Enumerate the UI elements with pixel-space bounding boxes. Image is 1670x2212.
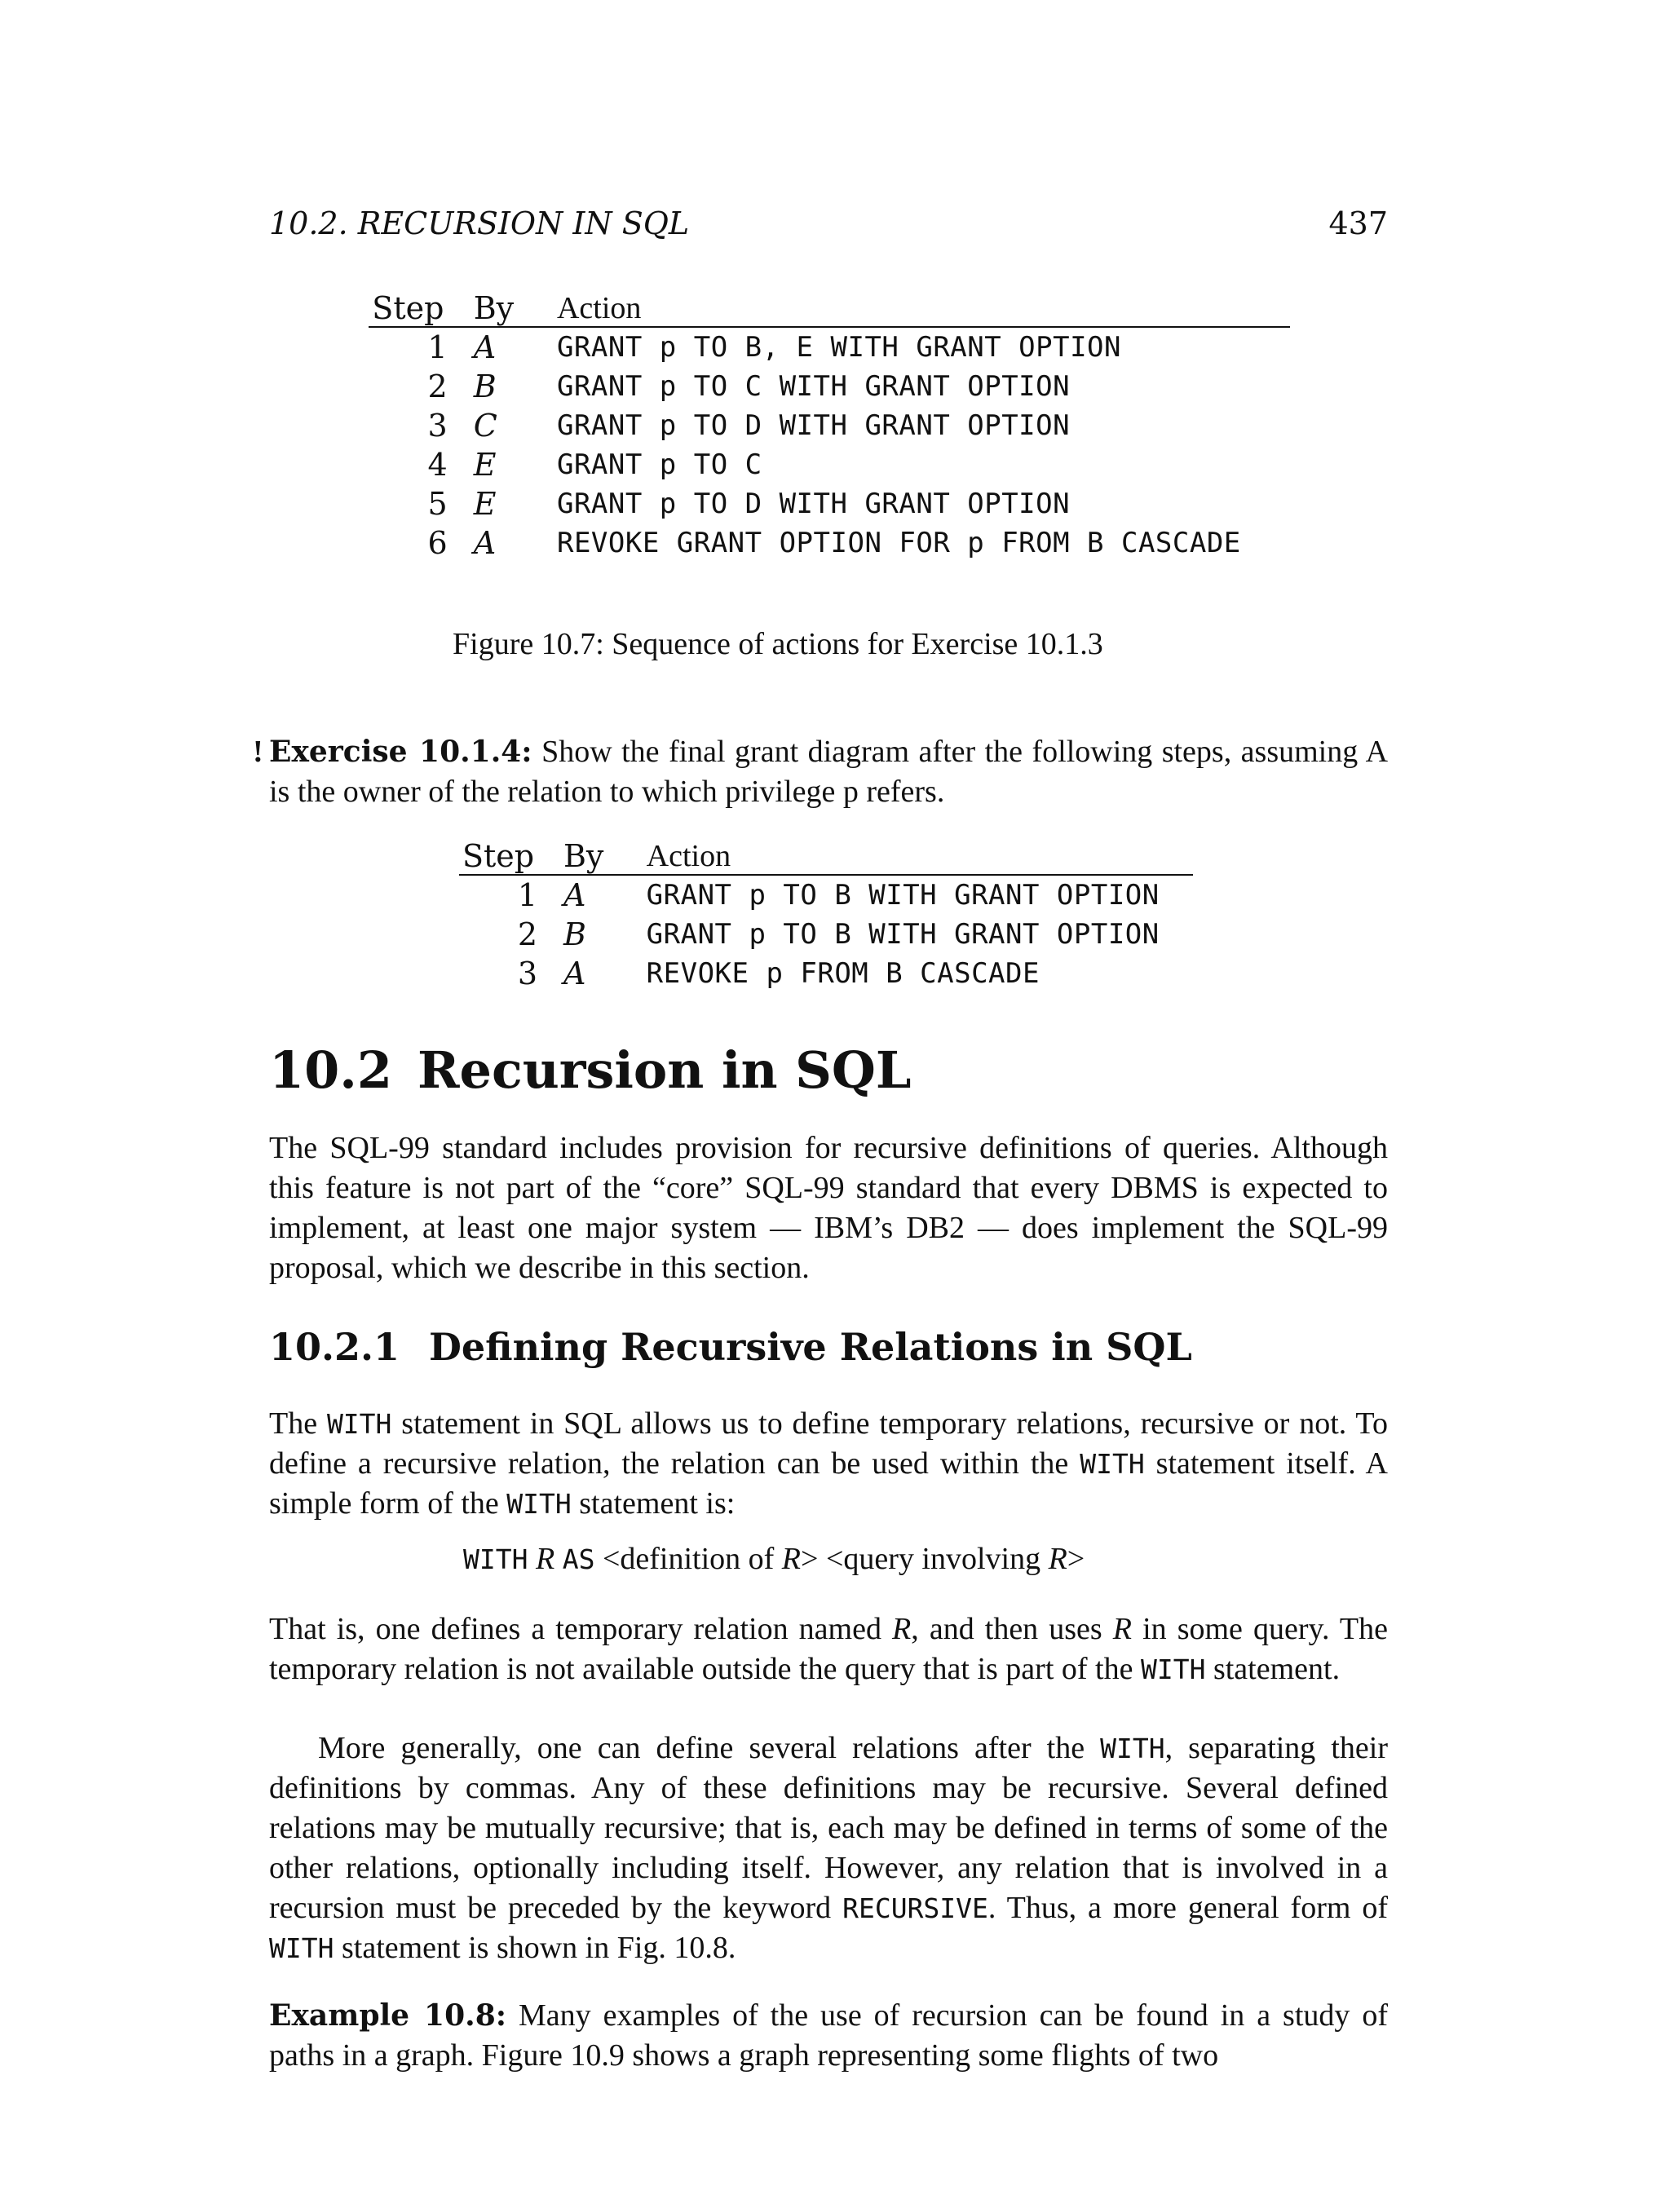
table-header-row xyxy=(369,287,1290,327)
text-run: in some query. The temporary relation is not available outside the query that is part of the xyxy=(269,1612,1389,1686)
header-action: Action xyxy=(557,287,1290,327)
header-by: By xyxy=(474,287,557,327)
relation-symbol: R xyxy=(535,1542,555,1576)
table-row xyxy=(369,327,1290,367)
text-run: statement is shown in Fig. 10.8. xyxy=(334,1931,736,1965)
table-row xyxy=(369,523,1290,563)
cell-step: 1 xyxy=(517,877,537,913)
cell-by: B xyxy=(473,369,497,404)
exercise-actions-table xyxy=(459,835,1193,993)
relation-symbol: R xyxy=(1048,1542,1067,1576)
cell-by: C xyxy=(473,408,497,444)
with-statement-form xyxy=(463,1541,1085,1577)
code-keyword: WITH xyxy=(269,1932,334,1964)
text-run: . Thus, a more general form of xyxy=(987,1891,1388,1925)
cell-action: GRANT p TO B WITH GRANT OPTION xyxy=(646,918,1160,951)
header-step: Step xyxy=(459,835,563,875)
subsection-number: 10.2.1 xyxy=(269,1325,400,1369)
header-step: Step xyxy=(369,287,474,327)
section-title: Recursion in SQL xyxy=(418,1040,912,1100)
figure-caption: Figure 10.7: Sequence of actions for Exercise 10.1.3 xyxy=(453,627,1103,661)
code-keyword: WITH xyxy=(1080,1448,1145,1480)
cell-action: GRANT p TO D WITH GRANT OPTION xyxy=(556,488,1071,520)
cell-step: 6 xyxy=(427,525,448,561)
section-number: 10.2 xyxy=(269,1040,393,1100)
cell-by: A xyxy=(563,877,586,913)
cell-step: 3 xyxy=(517,956,537,991)
cell-step: 4 xyxy=(427,447,448,483)
text-run: > <query involving xyxy=(801,1542,1049,1576)
text-run: statement in SQL allows us to define temporary relations, recursive or not. To define a recursive relation, the relation can be used within the xyxy=(269,1406,1388,1481)
section-heading xyxy=(269,1040,912,1100)
text-run: That is, one defines a temporary relation named xyxy=(269,1612,893,1646)
code-keyword: RECURSIVE xyxy=(842,1892,988,1924)
header-by: By xyxy=(563,835,647,875)
text-run: , separating their definitions by commas. Any of these definitions may be recursive. Several defined relations may be mutually recursive; that is, each may be defined in terms of some of the other relations, optionally including itself. However, any relation that is involved in a recursion must be preceded by the keyword xyxy=(269,1731,1388,1925)
table-row xyxy=(369,367,1290,406)
cell-by: A xyxy=(473,329,497,365)
text-run: > xyxy=(1067,1542,1085,1576)
cell-action: GRANT p TO B, E WITH GRANT OPTION xyxy=(556,331,1121,364)
code-keyword: AS xyxy=(562,1543,595,1575)
cell-by: B xyxy=(563,916,586,952)
difficulty-marker: ! xyxy=(253,735,263,769)
cell-by: A xyxy=(473,525,497,561)
text-run: , and then uses xyxy=(911,1612,1113,1646)
text-run: statement is: xyxy=(571,1486,736,1521)
cell-step: 3 xyxy=(427,408,448,444)
table-row xyxy=(459,915,1193,954)
cell-step: 5 xyxy=(427,486,448,522)
table-row xyxy=(459,954,1193,993)
table-row xyxy=(369,445,1290,484)
with-intro-paragraph xyxy=(269,1404,1388,1524)
exercise-label: Exercise 10.1.4: xyxy=(269,735,532,769)
exercise-paragraph xyxy=(253,732,1389,812)
relation-symbol: R xyxy=(781,1542,802,1576)
section-intro-paragraph: The SQL-99 standard includes provision for recursive definitions of queries. Although this feature is not part of the “core” SQL-99 standard that every DBMS is expected to implement, at least one major system — IBM’s DB2 — does implement the SQL-99 proposal, which we describe in this section. xyxy=(269,1131,1388,1285)
subsection-title: Defining Recursive Relations in SQL xyxy=(429,1325,1192,1369)
grant-actions-table xyxy=(369,287,1290,563)
code-keyword: WITH xyxy=(1100,1733,1165,1764)
relation-symbol: R xyxy=(892,1612,912,1646)
example-label: Example 10.8: xyxy=(269,1998,507,2033)
example-paragraph xyxy=(269,1996,1388,2076)
code-keyword: WITH xyxy=(463,1543,528,1575)
table-header-row xyxy=(459,835,1193,875)
running-head-section: 10.2. RECURSION IN SQL xyxy=(269,205,690,241)
cell-action: GRANT p TO C xyxy=(556,448,762,481)
page-number: 437 xyxy=(1328,205,1388,241)
table-row xyxy=(369,406,1290,445)
running-head xyxy=(269,205,1388,248)
more-generally-paragraph xyxy=(269,1729,1388,1968)
code-keyword: WITH xyxy=(1140,1653,1206,1685)
cell-step: 2 xyxy=(427,369,448,404)
exercise-text: Show the final grant diagram after the following steps, assuming A is the owner of the relation to which privilege p refers. xyxy=(269,735,1389,809)
table-row xyxy=(459,875,1193,915)
that-is-paragraph xyxy=(269,1609,1388,1689)
code-keyword: WITH xyxy=(506,1488,572,1520)
cell-action: GRANT p TO D WITH GRANT OPTION xyxy=(556,409,1071,442)
code-keyword: WITH xyxy=(326,1408,392,1440)
cell-by: E xyxy=(473,486,497,522)
cell-step: 1 xyxy=(427,329,448,365)
text-run: <definition of xyxy=(602,1542,782,1576)
text-run: More generally, one can define several relations after the xyxy=(318,1731,1101,1765)
cell-action: GRANT p TO B WITH GRANT OPTION xyxy=(646,879,1160,912)
subsection-heading xyxy=(269,1325,1192,1369)
cell-by: A xyxy=(563,956,586,991)
cell-by: E xyxy=(473,447,497,483)
text-run: statement. xyxy=(1205,1652,1341,1686)
example-text: Many examples of the use of recursion can be found in a study of paths in a graph. Figure 10.9 shows a graph representing some flights of two xyxy=(269,1998,1389,2073)
header-action: Action xyxy=(647,835,1193,875)
text-run: The xyxy=(269,1406,327,1441)
table-row xyxy=(369,484,1290,523)
cell-action: GRANT p TO C WITH GRANT OPTION xyxy=(556,370,1071,403)
relation-symbol: R xyxy=(1112,1612,1132,1646)
text-run: statement itself. A simple form of the xyxy=(269,1446,1388,1521)
cell-step: 2 xyxy=(517,916,537,952)
cell-action: REVOKE GRANT OPTION FOR p FROM B CASCADE xyxy=(556,527,1241,559)
cell-action: REVOKE p FROM B CASCADE xyxy=(646,957,1040,990)
